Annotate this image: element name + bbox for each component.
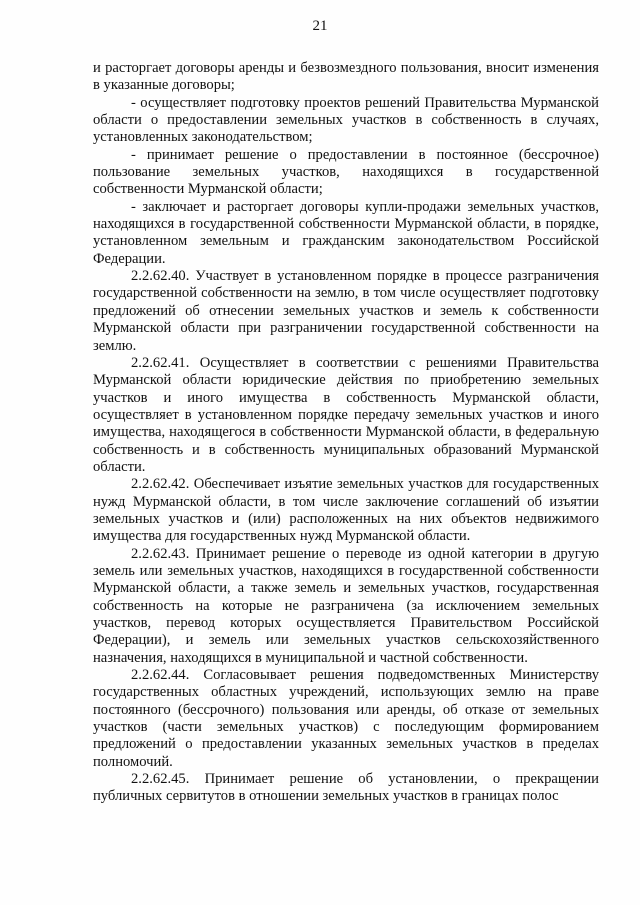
paragraph: - принимает решение о предоставлении в постоянное (бессрочное) пользование земельных участков, находящихся в государственной собственности Мурманской области; xyxy=(93,146,599,198)
paragraph: 2.2.62.45. Принимает решение об установлении, о прекращении публичных сервитутов в отношении земельных участков в границах полос xyxy=(93,771,599,805)
paragraph: и расторгает договоры аренды и безвозмездного пользования, вносит изменения в указанные договоры; xyxy=(93,60,599,94)
paragraph: 2.2.62.42. Обеспечивает изъятие земельных участков для государственных нужд Мурманской области, в том числе заключение соглашений об изъятии земельных участков и (или) расположенных на них объектов недвижимого имущества для государственных нужд Мурманской области. xyxy=(93,476,599,545)
document-body xyxy=(93,60,599,806)
paragraph: - осуществляет подготовку проектов решений Правительства Мурманской области о предоставлении земельных участков в собственность в случаях, установленных законодательством; xyxy=(93,94,599,146)
paragraph: 2.2.62.44. Согласовывает решения подведомственных Министерству государственных областных учреждений, использующих землю на праве постоянного (бессрочного) пользования или аренды, об отказе от земельных участков (части земельных участков) с последующим формированием предложений о предоставлении указанных земельных участков в пределах полномочий. xyxy=(93,667,599,770)
page-number: 21 xyxy=(312,18,328,34)
paragraph: - заключает и расторгает договоры купли-продажи земельных участков, находящихся в государственной собственности Мурманской области, в порядке, установленном земельным и гражданским законодательством Российской Федерации. xyxy=(93,198,599,267)
paragraph: 2.2.62.40. Участвует в установленном порядке в процессе разграничения государственной собственности на землю, в том числе осуществляет подготовку предложений об отнесении земельных участков и земель к собственности Мурманской области при разграничении государственной собственности на землю. xyxy=(93,268,599,354)
paragraph: 2.2.62.43. Принимает решение о переводе из одной категории в другую земель или земельных участков, находящихся в государственной собственности Мурманской области, а также земель и земельных участков, государственная собственность на которые не разграничена (за исключением земельных участков, перевод которых осуществляется Правительством Российской Федерации), и земель или земельных участков сельскохозяйственного назначения, находящихся в муниципальной и частной собственности. xyxy=(93,545,599,666)
paragraph: 2.2.62.41. Осуществляет в соответствии с решениями Правительства Мурманской области юридические действия по приобретению земельных участков и иного имущества в собственность Мурманской области, осуществляет в установленном порядке передачу земельных участков и иного имущества, находящегося в собственности Мурманской области, в федеральную собственность и в собственность муниципальных образований Мурманской области. xyxy=(93,354,599,475)
